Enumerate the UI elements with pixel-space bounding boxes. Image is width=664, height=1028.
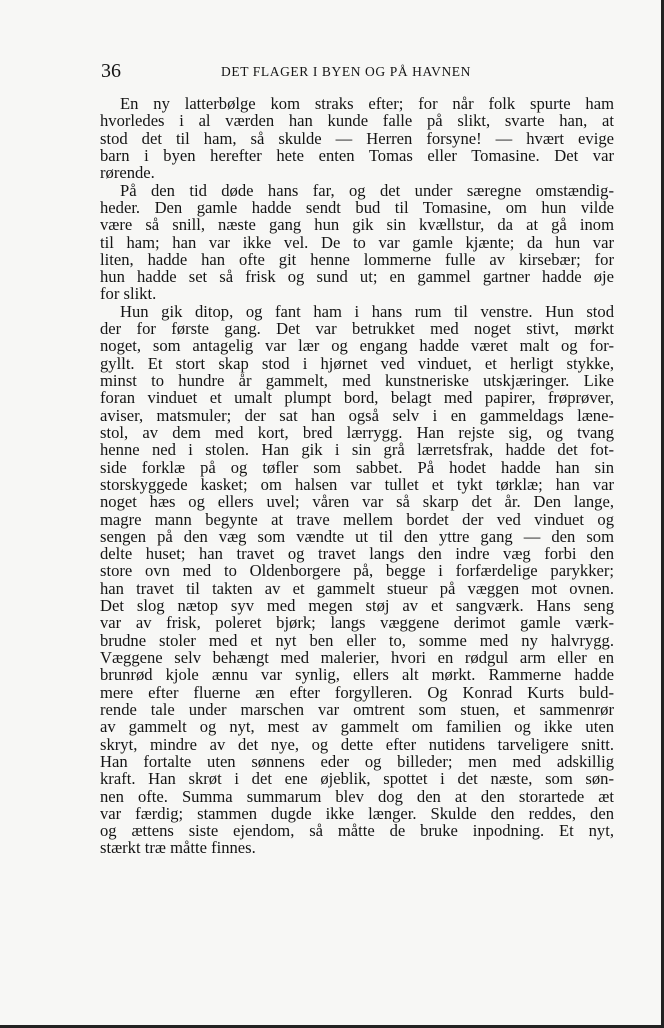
text-line: var færdig; stammen dugde ikke længer. Skulde den reddes, den [100, 803, 614, 823]
text-line: var av frisk, poleret bjørk; langs væggene derimot gamle værk- [100, 613, 614, 633]
text-line: minst to hundre år gammelt, med kunstneriske utskjæringer. Like [100, 371, 614, 390]
text-line: sengen på den væg som vændte ut til den yttre gang — den som [100, 526, 614, 546]
text-line: store ovn med to Oldenborgere på, begge i forfærdelige parykker; [100, 561, 614, 581]
text-line: stærkt træ måtte finnes. [100, 838, 256, 858]
text-line: henne ned i stolen. Han gik i sin grå lærretsfrak, hadde det fot- [100, 440, 614, 460]
text-line: Det slog nætop syv med megen støj av et sangværk. Hans seng [100, 596, 614, 616]
text-line: brunrød kjole ænnu var synlig, ellers alt mørkt. Rammerne hadde [100, 665, 614, 685]
text-line: gyllt. Et stort skap stod i hjørnet ved vinduet, et herligt stykke, [100, 353, 614, 373]
running-title: DET FLAGER I BYEN OG PÅ HAVNEN [221, 64, 472, 79]
text-line: noget hæs og ellers uvel; våren var så skarp det år. Den lange, [100, 492, 614, 512]
text-line: av gammelt og nyt, mest av gammelt om familien og ikke uten [100, 717, 614, 737]
text-line: Væggene selv behængt med malerier, hvori en rødgul arm eller en [100, 648, 614, 667]
text-line: Han fortalte uten sønnens eder og billeder; men med adskillig [100, 751, 614, 771]
text-line: være så snill, næste gang hun gik sin kvællstur, da at gå inom [100, 215, 614, 235]
text-line: Hun gik ditop, og fant ham i hans rum til venstre. Hun stod [120, 301, 614, 321]
text-line: heder. Den gamle hadde sendt bud til Tomasine, om hun vilde [100, 197, 614, 217]
text-line: kraft. Han skrøt i det ene øjeblik, spottet i det næste, som søn- [100, 769, 614, 789]
text-line: liten, hadde han ofte git henne lommerne fulle av kirsebær; for [100, 249, 614, 269]
text-line: noget, som antagelig var lær og engang hadde været malt og for- [100, 336, 614, 356]
text-line: magre mann begynte at trave mellem bordet der ved vinduet og [100, 509, 614, 529]
text-line: En ny latterbølge kom straks efter; for når folk spurte ham [120, 94, 614, 113]
text-line: hvorledes i al værden han kunde falle på slikt, svarte han, at [100, 111, 614, 131]
text-line: for slikt. [100, 284, 157, 304]
text-line: aviser, matsmuler; der sat han også selv i en gammeldags læne- [100, 405, 614, 425]
text-line: delte huset; han travet og travet langs den indre væg forbi den [100, 544, 614, 564]
text-line: storskyggede kasket; om halsen var tullet et tykt tørklæ; han var [100, 474, 614, 494]
text-line: stol, av dem med kort, bred lærrygg. Han rejste sig, og tvang [100, 422, 614, 442]
text-line: nen ofte. Summa summarum blev dog den at den storartede æt [100, 786, 614, 806]
text-line: skryt, mindre av det nye, og dette efter nutidens tarveligere snitt. [100, 734, 614, 754]
text-line: På den tid døde hans far, og det under særegne omstændig- [120, 180, 614, 200]
text-line: mere efter fluerne æn efter forgylleren. Og Konrad Kurts buld- [100, 682, 614, 702]
text-line: han travet til takten av et gammelt stueur på væggen mot ovnen. [100, 578, 614, 598]
text-line: rende tale under marschen var omtrent som stuen, et sammenrør [100, 699, 614, 719]
text-line: side forklæ på og tøfler som sabbet. På hodet hadde han sin [100, 457, 614, 477]
text-line: og ættens siste ejendom, så måtte de bruke inpodning. Et nyt, [100, 821, 614, 841]
text-line: stod det til ham, så skulde — Herren forsyne! — hvært evige [100, 128, 614, 148]
text-line: barn i byen herefter hete enten Tomas eller Tomasine. Det var [100, 145, 614, 165]
text-line: der for første gang. Det var betrukket med noget stivt, mørkt [100, 319, 614, 339]
body-text [100, 95, 614, 857]
text-line: til ham; han var ikke vel. De to var gamle kjænte; da hun var [100, 232, 614, 252]
text-line: rørende. [100, 163, 155, 183]
text-line: foran vinduet et umalt plumpt bord, belagt med papirer, frøprøver, [100, 388, 614, 408]
page-number: 36 [101, 60, 121, 82]
page-header [101, 58, 613, 84]
text-line: hun hadde set så frisk og sund ut; en gammel gartner hadde øje [100, 267, 614, 287]
text-line: brudne stoler med et nyt ben eller to, somme med ny halvrygg. [100, 630, 614, 650]
